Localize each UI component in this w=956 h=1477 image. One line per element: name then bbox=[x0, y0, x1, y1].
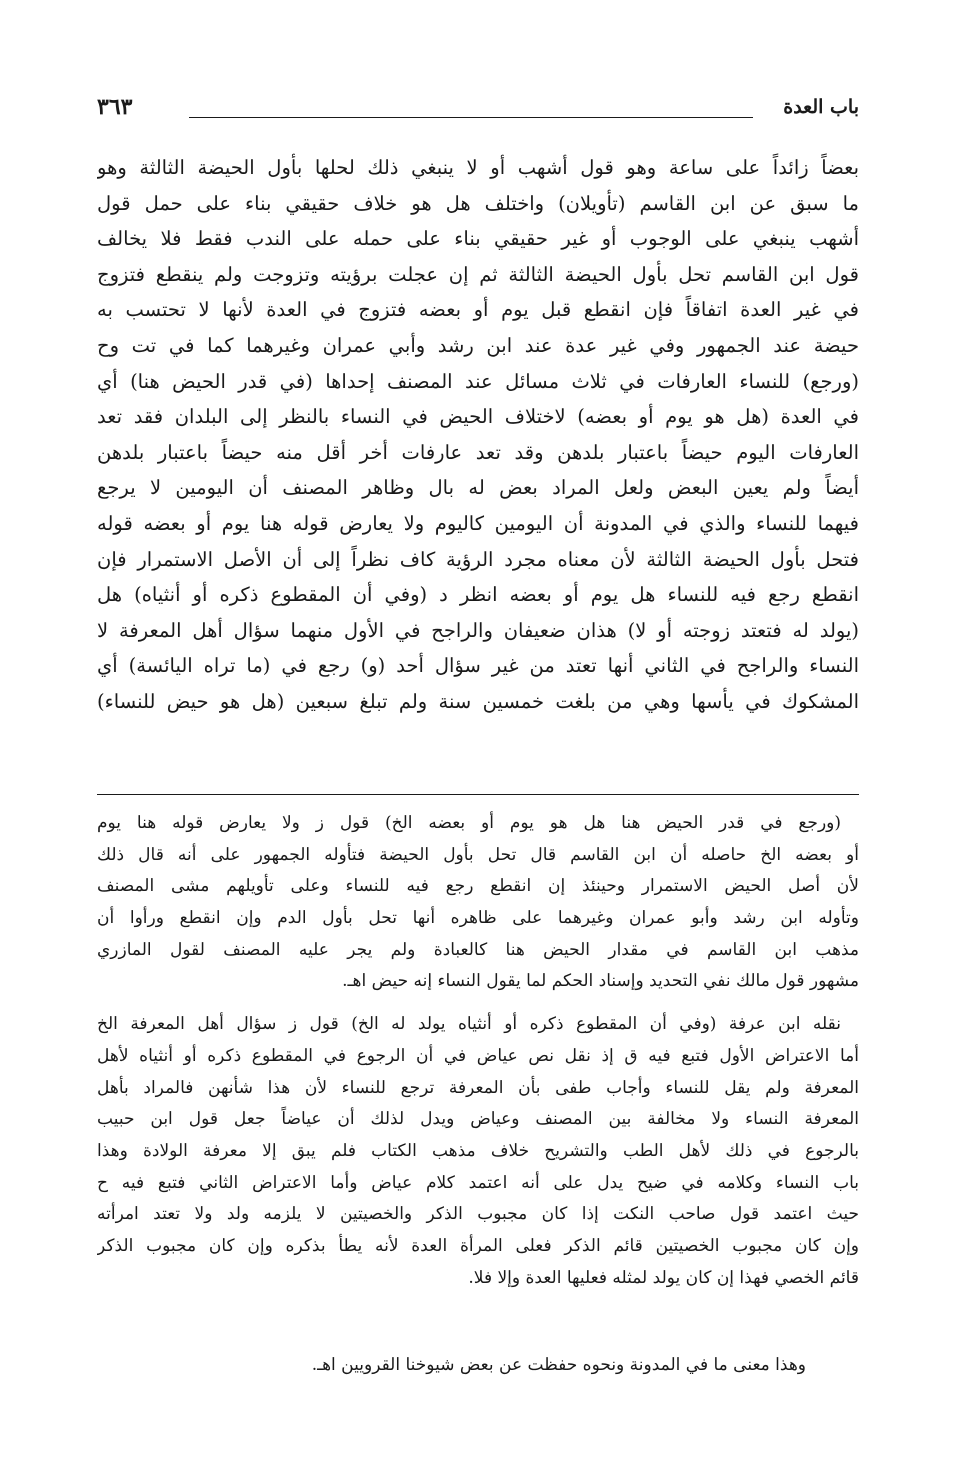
main-text-line: حيضة عند الجمهور وفي غير عدة عند ابن رشد وأبي عمران وغيرهما كما في تت وح bbox=[97, 333, 859, 357]
main-text bbox=[97, 150, 859, 720]
main-text-line: فتحل بأول الحيضة الثالثة لأن معناه مجرد الرؤية كاف نظراً إلى أن الأصل الاستمرار فإن bbox=[97, 547, 859, 571]
header-rule bbox=[189, 117, 753, 118]
main-text-line: قول ابن القاسم تحل بأول الحيضة الثالثة ثم إن عجلت برؤيته وتزوجت ولم ينقطع فتزوج bbox=[97, 262, 859, 286]
main-text-line: (يولد له فتعتد زوجته أو لا) هذان ضعيفان والراجح في الأول منهما سؤال أهل المعرفة لا bbox=[97, 618, 859, 642]
footnotes bbox=[97, 808, 859, 1294]
main-text-line: العارفات اليوم حيضاً باعتبار بلدهن وقد تعد عارفات أخر أقل منه حيضاً باعتبار بلدهن bbox=[97, 440, 859, 464]
footnote-line: لأن أصل الحيض الاستمرار وحينئذ إن انقطع رجع فيه للنساء وعلى تأويلهم مشى المصنف bbox=[97, 876, 859, 897]
main-text-line: في العدة (هل هو يوم أو بعضه) لاختلاف الحيض في النساء بالنظر إلى البلدان فقد تعد bbox=[97, 405, 859, 429]
main-text-line: فيهما للنساء والذي في المدونة أن اليومين كاليوم ولا يعارض قوله هنا يوم أو بعضه قوله bbox=[97, 511, 859, 535]
footnote-line: أما الاعتراض الأول فتبع فيه ق إذ نقل نص عياض في أن الرجوع في المقطوع ذكره أو أنثياه لأهل bbox=[97, 1045, 859, 1066]
page-number: ٣٦٣ bbox=[97, 94, 133, 120]
footnote-line: وتأوله ابن رشد وأبو عمران وغيرهما على ظاهره أنها تحل بأول الدم وإن انقطع ورأوا أن bbox=[97, 908, 859, 929]
footnote-gap bbox=[97, 998, 859, 1009]
main-text-line: أيضاً ولم يعين البعض ولعل المراد بعض له بال وظاهر المصنف أن اليومين لا يرجع bbox=[97, 476, 859, 500]
footnote-divider bbox=[97, 794, 859, 795]
main-text-line: أشهب ينبغي على الوجوب أو غير حقيقي بناء على حمله على الندب فقط فلا يخالف bbox=[97, 227, 859, 251]
footnote-line: بالرجوع في ذلك لأهل الطب والتشريح خلاف مذهب الكتاب فلم يبق إلا معرفة الولادة وهذا bbox=[97, 1140, 859, 1161]
main-text-line: النساء والراجح في الثاني أنها تعتد من غير سؤال أحد (و) رجع في (ما تراه اليائسة) أي bbox=[97, 654, 859, 678]
main-text-line: في غير العدة اتفاقاً فإن انقطع قبل يوم أو بعضه فتزوج في العدة لأنها لا تحتسب به bbox=[97, 298, 859, 322]
main-text-line: بعضاً زائداً على ساعة وهو قول أشهب أو لا ينبغي ذلك لحلها بأول الحيضة الثالثة وهو bbox=[97, 156, 859, 179]
footnote-line: المعرفة ولم يقل للنساء وأجاب طفى بأن المعرفة ترجع للنساء لأن هذا شأنهن فالمراد بأهل bbox=[97, 1077, 859, 1098]
closing-line: وهذا معنى ما في المدونة ونحوه حفظت عن بعض شيوخنا القرويين اهـ. bbox=[311, 1355, 806, 1375]
chapter-title: باب العدة bbox=[783, 96, 859, 118]
main-text-line: المشكوك في يأسها وهي من بلغت خمسين سنة ولم تبلغ سبعين (هل هو حيض للنساء) bbox=[97, 689, 859, 713]
footnote-line: مشهور قول مالك نفي التحديد وإسناد الحكم لما يقول النساء إنه حيض اهـ. bbox=[342, 971, 859, 992]
main-text-line: ما سبق عن ابن القاسم (تأويلان) واختلف هل هو خلاف حقيقي بناء على حمل قول bbox=[97, 191, 859, 215]
footnote-line: المعرفة النساء ولا مخالفة بين المصنف وعياض ويدل لذلك أن عياضاً جعل قول ابن حبيب bbox=[97, 1109, 859, 1130]
footnote-line: وإن كان مجبوب الخصيتين قائم الذكر فعلى المرأة العدة لأنه يطأ بذكره وإن كان مجبوب الذكر bbox=[97, 1235, 859, 1256]
page-header bbox=[97, 92, 859, 126]
footnote-line: حيث اعتمد قول صاحب النكت إذا كان مجبوب الذكر والخصيتين لا يلزمه ولد ولا تعتد امرأته bbox=[97, 1204, 859, 1225]
footnote-line: أو بعضه الخ حاصله أن ابن القاسم قال تحل بأول الحيضة فتأوله الجمهور على أنه قال ذلك bbox=[97, 844, 859, 865]
footnote-line: باب النساء وكلامه في ضيح يدل على أنه اعتمد كلام عياض وأما الاعتراض الثاني فتبع فيه ح bbox=[97, 1172, 859, 1193]
main-text-line: (ورجع) للنساء العارفات في ثلاث مسائل عند المصنف إحداها (في قدر الحيض هنا) أي bbox=[97, 369, 859, 393]
footnote-line: (ورجع في قدر الحيض هنا هل هو يوم أو بعضه الخ) قول ز ولا يعارض قوله هنا يوم bbox=[97, 813, 841, 833]
footnote-line: نقله ابن عرفة (وفي أن المقطوع ذكره أو أنثياه يولد له الخ) قول ز سؤال أهل المعرفة الخ bbox=[97, 1014, 841, 1035]
footnote-line: قائم الخصي فهذا إن كان يولد لمثله فعليها العدة وإلا فلا. bbox=[468, 1267, 859, 1288]
main-text-line: انقطع رجع فيه للنساء هل يوم أو بعضه انظر د (وفي أن المقطوع ذكره أو أنثياه) هل bbox=[97, 583, 859, 607]
footnote-line: مذهب ابن القاسم في مقدار الحيض هنا كالعبادة ولم يجر عليه المصنف لقول المازري bbox=[97, 939, 859, 960]
